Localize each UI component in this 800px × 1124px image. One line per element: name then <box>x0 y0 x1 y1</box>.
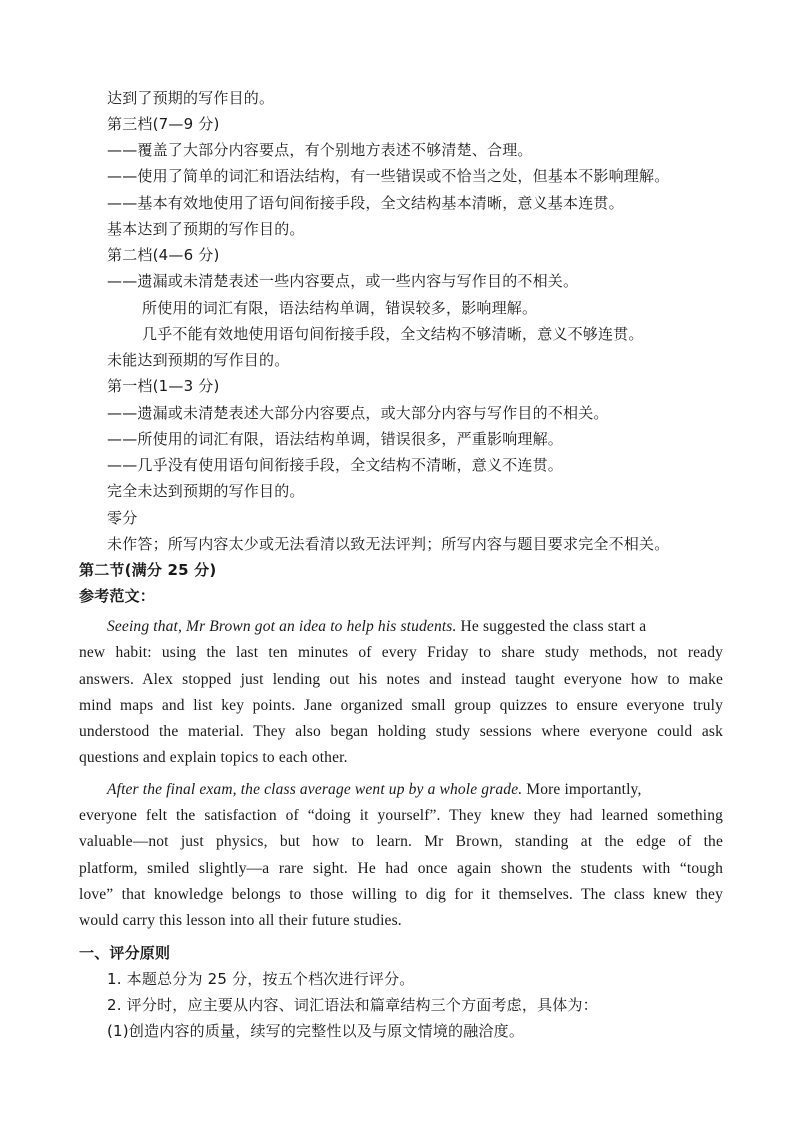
section-heading: 第二节(满分 25 分) <box>79 561 217 579</box>
text-run: More importantly, <box>522 781 642 798</box>
paragraph-line <box>107 617 723 637</box>
text-line: 未能达到预期的写作目的。 <box>107 351 290 369</box>
paragraph-line: mind maps and list key points. Jane organized small group quizzes to ensure everyone truly <box>79 697 723 714</box>
text-line: ——遗漏或未清楚表述一些内容要点，或一些内容与写作目的不相关。 <box>107 272 579 290</box>
sample-label: 参考范文： <box>79 587 156 605</box>
text-line: ——使用了简单的词汇和语法结构，有一些错误或不恰当之处，但基本不影响理解。 <box>107 167 670 185</box>
text-line: 达到了预期的写作目的。 <box>107 89 275 107</box>
italic-lead: After the final exam, the class average went up by a whole grade. <box>107 781 523 798</box>
text-run: He suggested the class start a <box>456 618 647 635</box>
tier-heading: 第一档(1—3 分) <box>107 377 220 395</box>
text-line: 未作答；所写内容太少或无法看清以致无法评判；所写内容与题目要求完全不相关。 <box>107 535 670 553</box>
paragraph-line: understood the material. They also began holding study sessions where everyone could ask <box>79 723 723 740</box>
text-line: ——基本有效地使用了语句间衔接手段，全文结构基本清晰，意义基本连贯。 <box>107 194 624 212</box>
tier-heading: 第二档(4—6 分) <box>107 246 220 264</box>
paragraph-line: would carry this lesson into all their future studies. <box>79 912 402 929</box>
text-line: 基本达到了预期的写作目的。 <box>107 220 305 238</box>
text-line: 完全未达到预期的写作目的。 <box>107 482 305 500</box>
tier-heading: 第三档(7—9 分) <box>107 115 220 133</box>
italic-lead: Seeing that, Mr Brown got an idea to help his students. <box>107 618 457 635</box>
paragraph-line: valuable—not just physics, but how to learn. Mr Brown, standing at the edge of the <box>79 833 723 850</box>
paragraph-line: answers. Alex stopped just lending out his notes and instead taught everyone how to make <box>79 671 723 688</box>
principle-item: (1)创造内容的质量，续写的完整性以及与原文情境的融洽度。 <box>107 1022 525 1040</box>
paragraph-line: love” that knowledge belongs to those willing to dig for it themselves. The class knew they <box>79 886 723 903</box>
paragraph-line: new habit: using the last ten minutes of every Friday to share study methods, not ready <box>79 644 723 661</box>
principles-heading: 一、评分原则 <box>79 944 171 962</box>
text-line: ——覆盖了大部分内容要点，有个别地方表述不够清楚、合理。 <box>107 141 533 159</box>
text-line: ——几乎没有使用语句间衔接手段，全文结构不清晰，意义不连贯。 <box>107 456 564 474</box>
paragraph-line: questions and explain topics to each other. <box>79 749 348 766</box>
paragraph-line: everyone felt the satisfaction of “doing it yourself”. They knew they had learned something <box>79 807 723 824</box>
text-line: 几乎不能有效地使用语句间衔接手段，全文结构不够清晰，意义不够连贯。 <box>142 325 644 343</box>
text-line: ——所使用的词汇有限，语法结构单调，错误很多，严重影响理解。 <box>107 430 564 448</box>
principle-item: 1. 本题总分为 25 分，按五个档次进行评分。 <box>107 970 415 988</box>
principle-item: 2. 评分时，应主要从内容、词汇语法和篇章结构三个方面考虑，具体为： <box>107 996 598 1014</box>
paragraph-line: platform, smiled slightly—a rare sight. He had once again shown the students with “tough <box>79 860 723 877</box>
text-line: ——遗漏或未清楚表述大部分内容要点，或大部分内容与写作目的不相关。 <box>107 404 609 422</box>
paragraph-line <box>107 780 723 800</box>
tier-heading: 零分 <box>107 509 138 527</box>
text-line: 所使用的词汇有限，语法结构单调，错误较多，影响理解。 <box>142 299 538 317</box>
